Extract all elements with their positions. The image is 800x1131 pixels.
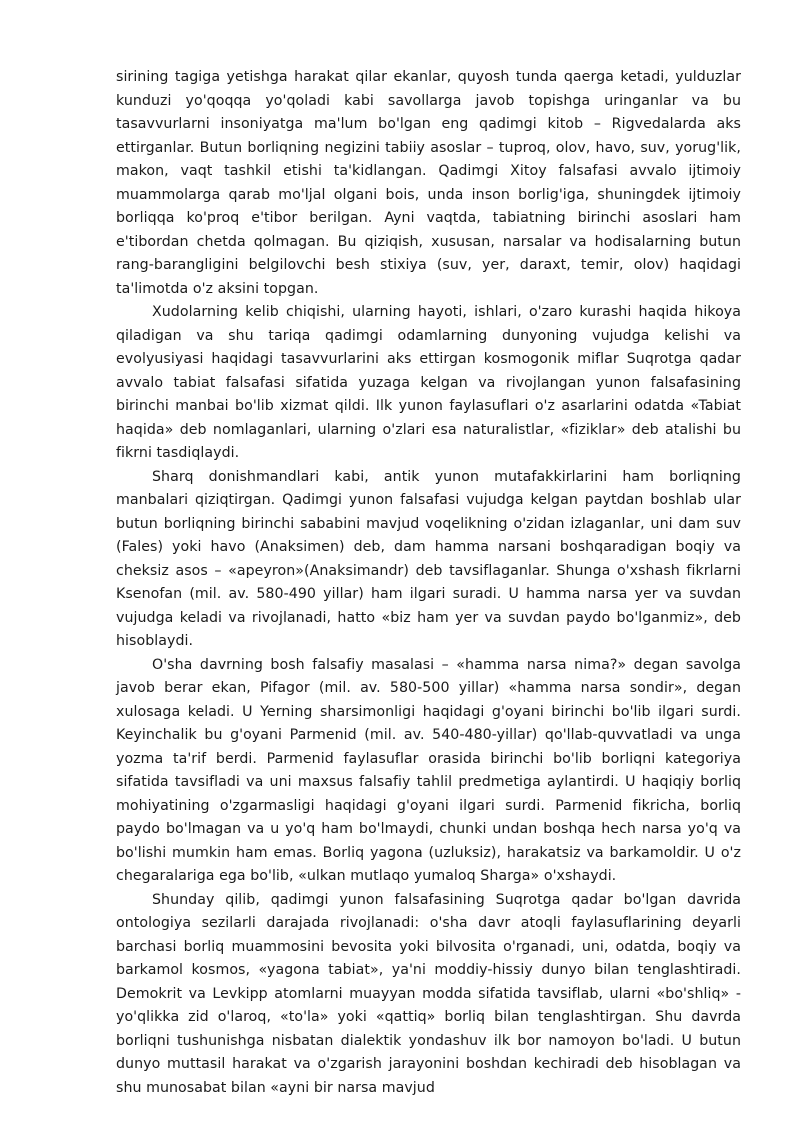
paragraph: Shunday qilib, qadimgi yunon falsafasining Suqrotga qadar bo'lgan davrida ontologiya sezilarli darajada rivojlanadi: o'sha davr atoqli faylasuflarining deyarli barchasi borliq muammosini bevosita yoki bilvosita o'rganadi, uni, odatda, boqiy va barkamol kosmos, «yagona tabiat», ya'ni moddiy-hissiy dunyo bilan tenglashtiradi. Demokrit va Levkipp atomlarni muayyan modda sifatida tavsiflab, ularni «bo'shliq» - yo'qlikka zid o'laroq, «to'la» yoki «qattiq» borliq bilan tenglashtirgan. Shu davrda borliqni tushunishga nisbatan dialektik yondashuv ilk bor namoyon bo'ladi. U butun dunyo muttasil harakat va o'zgarish jarayonini boshdan kechiradi deb hisoblagan va shu munosabat bilan «ayni bir narsa mavjud [116, 891, 741, 1096]
paragraph: O'sha davrning bosh falsafiy masalasi – «hamma narsa nima?» degan savolga javob berar ekan, Pifagor (mil. av. 580-500 yillar) «hamma narsa sondir», degan xulosaga keladi. U Yerning sharsimonligi haqidagi g'oyani birinchi bo'lib ilgari surdi. Keyinchalik bu g'oyani Parmenid (mil. av. 540-480-yillar) qo'llab-quvvatladi va unga yozma ta'rif berdi. Parmenid faylasuflar orasida birinchi bo'lib borliqni kategoriya sifatida tavsifladi va uni maxsus falsafiy tahlil predmetiga aylantirdi. U haqiqiy borliq mohiyatining o'zgarmasligi haqidagi g'oyani ilgari surdi. Parmenid fikricha, borliq paydo bo'lmagan va u yo'q ham bo'lmaydi, chunki undan boshqa hech narsa yo'q va bo'lishi mumkin ham emas. Borliq yagona (uzluksiz), harakatsiz va barkamoldir. U o'z chegaralariga ega bo'lib, «ulkan mutlaqo yumaloq Sharga» o'xshaydi. [116, 656, 741, 884]
document-page [116, 66, 741, 1100]
paragraph-continuation: sirining tagiga yetishga harakat qilar ekanlar, quyosh tunda qaerga ketadi, yulduzlar kunduzi yo'qoqqa yo'qoladi kabi savollarga javob topishga uringanlar va bu tasavvurlarni insoniyatga ma'lum bo'lgan eng qadimgi kitob – Rigvedalarda aks ettirganlar. Butun borliqning negizini tabiiy asoslar – tuproq, olov, havo, suv, yorug'lik, makon, vaqt tashkil etishi ta'kidlangan. Qadimgi Xitoy falsafasi avvalo ijtimoiy muammolarga qarab mo'ljal olgani bois, unda inson borlig'iga, shuningdek ijtimoiy borliqqa ko'proq e'tibor berilgan. Ayni vaqtda, tabiatning birinchi asoslari ham e'tibordan chetda qolmagan. Bu qiziqish, xususan, narsalar va hodisalarning butun rang-barangligini belgilovchi besh stixiya (suv, yer, daraxt, temir, olov) haqidagi ta'limotda o'z aksini topgan. [116, 69, 741, 297]
paragraph: Sharq donishmandlari kabi, antik yunon mutafakkirlarini ham borliqning manbalari qiziqtirgan. Qadimgi yunon falsafasi vujudga kelgan paytdan boshlab ular butun borliqning birinchi sababini mavjud voqelikning o'zidan izlaganlar, uni dam suv (Fales) yoki havo (Anaksimen) deb, dam hamma narsani boshqaradigan boqiy va cheksiz asos – «apeyron»(Anaksimandr) deb tavsiflaganlar. Shunga o'xshash fikrlarni Ksenofan (mil. av. 580-490 yillar) ham ilgari suradi. U hamma narsa yer va suvdan vujudga keladi va rivojlanadi, hatto «biz ham yer va suvdan paydo bo'lganmiz», deb hisoblaydi. [116, 468, 741, 649]
paragraph: Xudolarning kelib chiqishi, ularning hayoti, ishlari, o'zaro kurashi haqida hikoya qiladigan va shu tariqa qadimgi odamlarning dunyoning vujudga kelishi va evolyusiyasi haqidagi tasavvurlarini aks ettirgan kosmogonik miflar Suqrotga qadar avvalo tabiat falsafasi sifatida yuzaga kelgan va rivojlangan yunon falsafasining birinchi manbai bo'lib xizmat qildi. Ilk yunon faylasuflari o'z asarlarini odatda «Tabiat haqida» deb nomlaganlari, ularning o'zlari esa naturalistlar, «fiziklar» deb atalishi bu fikrni tasdiqlaydi. [116, 304, 741, 461]
